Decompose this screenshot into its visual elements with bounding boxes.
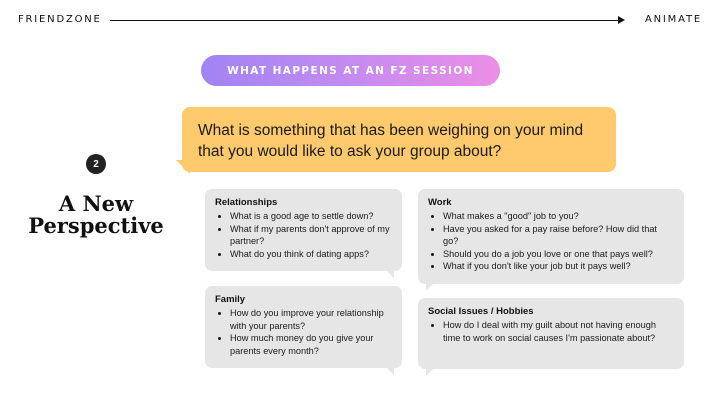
list-item: • How do you improve your relationship with your parents? (230, 307, 392, 332)
family-bubble (205, 286, 402, 368)
list-item: • How do I deal with my guilt about not having enough time to work on social causes I'm passionate about? (443, 319, 674, 344)
arrow-line (110, 20, 622, 21)
list-item: • What do you think of dating apps? (230, 248, 392, 261)
family-heading: Family (215, 294, 246, 305)
list-item: • What makes a "good" job to you? (443, 210, 674, 223)
list-item: • What if my parents don't approve of my partner? (230, 223, 392, 248)
step-number-badge: 2 (86, 154, 106, 174)
relationships-heading: Relationships (215, 197, 278, 208)
session-pill: WHAT HAPPENS AT AN FZ SESSION (201, 55, 500, 86)
list-item: • How much money do you give your parents every month? (230, 332, 392, 357)
section-title: A New Perspective (28, 191, 164, 238)
bubble-tail (386, 367, 394, 375)
list-item: • Should you do a job you love or one that pays well? (443, 248, 674, 261)
arrow-right-icon (618, 16, 625, 24)
list-item: • Have you asked for a pay raise before? How did that go? (443, 223, 674, 248)
relationships-bubble (205, 189, 402, 271)
brand-animate: ANIMATE (645, 14, 702, 25)
list-item: • What if you don't like your job but it pays well? (443, 260, 674, 273)
bubble-tail (426, 368, 434, 376)
work-heading: Work (428, 197, 452, 208)
work-bubble (418, 189, 684, 284)
relationships-list (215, 210, 392, 260)
question-bubble (182, 107, 616, 172)
social-issues-list (428, 319, 674, 344)
social-issues-bubble (418, 298, 684, 369)
social-issues-heading: Social Issues / Hobbies (428, 306, 534, 317)
bubble-tail (426, 283, 434, 291)
list-item: • What is a good age to settle down? (230, 210, 392, 223)
brand-friendzone: FRIENDZONE (18, 14, 102, 25)
top-bar (0, 0, 720, 40)
bubble-tail (386, 270, 394, 278)
family-list (215, 307, 392, 357)
work-list (428, 210, 674, 273)
question-text: What is something that has been weighing on your mind that you would like to ask your group about? (198, 122, 584, 160)
